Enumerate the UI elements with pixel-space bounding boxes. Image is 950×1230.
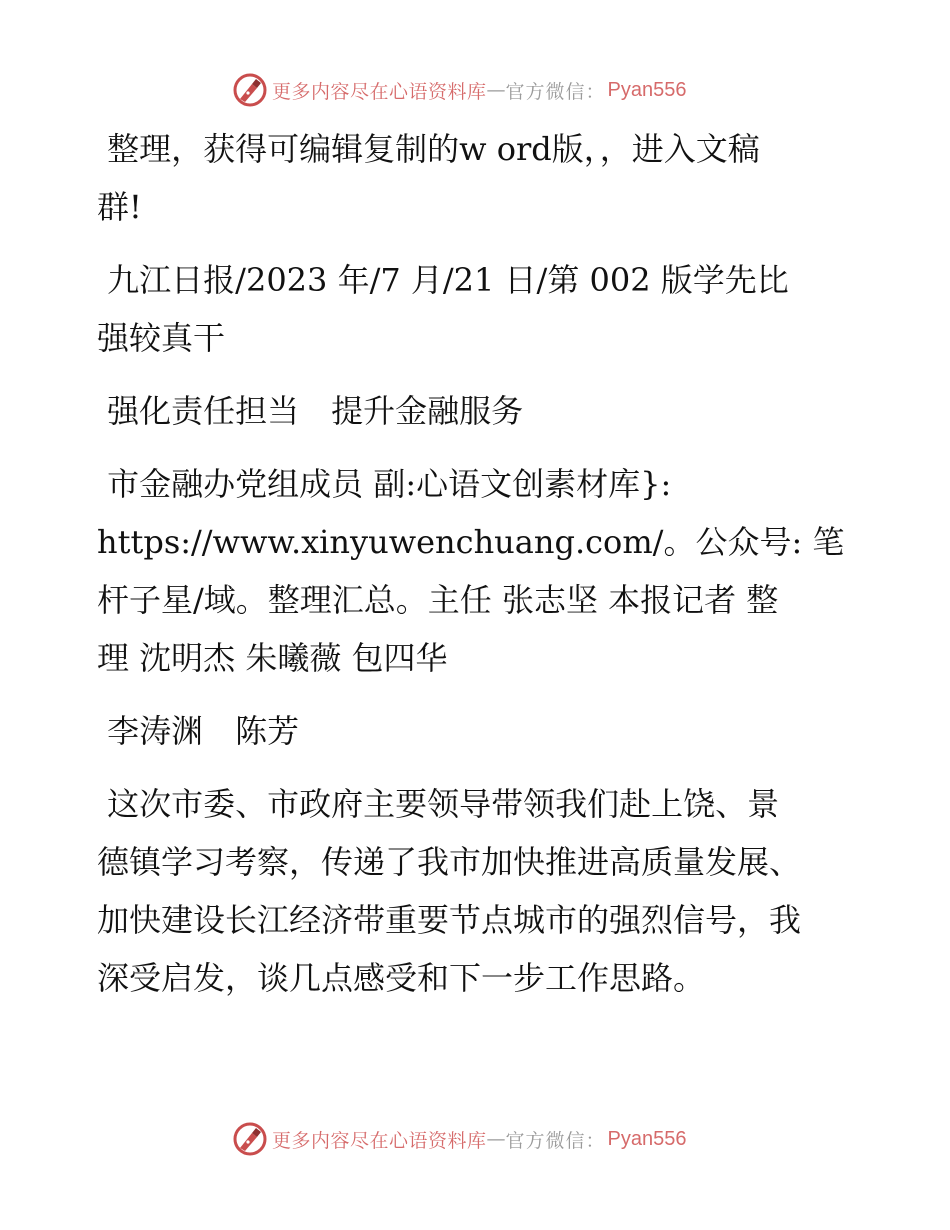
banner-official-label: 官方微信： xyxy=(505,80,606,103)
banner-dash: — xyxy=(486,79,506,101)
paragraph-body xyxy=(97,775,857,1007)
banner-wechat-id: Pyan556 xyxy=(607,1127,687,1150)
pen-nib-circle-icon xyxy=(232,1121,268,1157)
document-body xyxy=(97,120,857,1022)
text-line: 强较真干 xyxy=(97,319,226,357)
text-line: 德镇学习考察，传递了我市加快推进高质量发展、 xyxy=(97,843,802,881)
text-line: 强化责任担当 提升金融服务 xyxy=(97,392,524,430)
paragraph-byline xyxy=(97,455,857,687)
banner-wechat-id: Pyan556 xyxy=(607,78,687,101)
text-line: 整理，获得可编辑复制的w ord版，，进入文稿 xyxy=(97,130,760,168)
header-banner xyxy=(232,72,687,108)
text-line: 群! xyxy=(97,188,142,226)
text-line: 理 沈明杰 朱曦薇 包四华 xyxy=(97,639,448,677)
text-line: 深受启发，谈几点感受和下一步工作思路。 xyxy=(97,959,706,997)
text-line: https://www.xinyuwenchuang.com/。公众号: 笔 xyxy=(97,523,845,561)
paragraph-reporters xyxy=(97,702,857,760)
text-line: 这次市委、市政府主要领导带领我们赴上饶、景 xyxy=(97,785,780,823)
banner-official-label: 官方微信： xyxy=(505,1129,606,1152)
banner-text: 更多内容尽在心语资料库 xyxy=(272,80,487,103)
paragraph-source xyxy=(97,251,857,367)
text-line: 九江日报/2023 年/7 月/21 日/第 002 版学先比 xyxy=(97,261,789,299)
text-line: 加快建设长江经济带重要节点城市的强烈信号，我 xyxy=(97,901,802,939)
text-line: 杆子星/域。整理汇总。主任 张志坚 本报记者 整 xyxy=(97,581,779,619)
text-line: 李涛渊 陈芳 xyxy=(97,712,300,750)
paragraph-intro xyxy=(97,120,857,236)
banner-dash: — xyxy=(486,1128,506,1150)
banner-text: 更多内容尽在心语资料库 xyxy=(272,1129,487,1152)
text-line: 市金融办党组成员 副:心语文创素材库}: xyxy=(97,465,672,503)
article-title xyxy=(97,382,857,440)
footer-banner xyxy=(232,1121,687,1157)
pen-nib-circle-icon xyxy=(232,72,268,108)
